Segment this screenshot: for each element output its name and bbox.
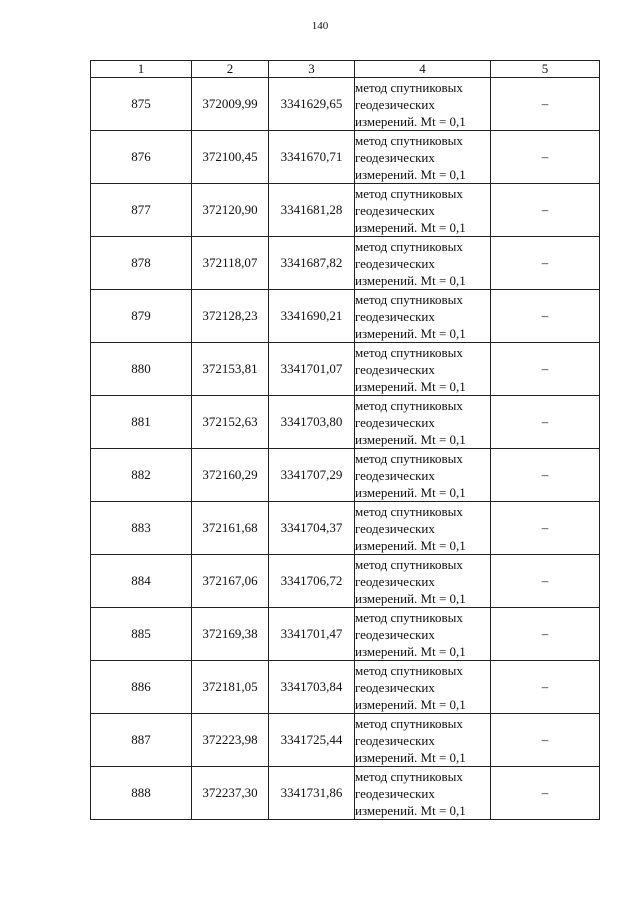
method-text-line: метод спутниковых xyxy=(355,238,463,254)
point-number-cell: 875 xyxy=(91,78,192,131)
method-text-line: метод спутниковых xyxy=(355,344,463,360)
method-text-line: метод спутниковых xyxy=(355,715,463,731)
point-number-cell: 881 xyxy=(91,396,192,449)
x-coordinate-cell: 372100,45 xyxy=(192,131,269,184)
x-coordinate-cell: 372120,90 xyxy=(192,184,269,237)
y-coordinate-cell: 3341706,72 xyxy=(269,555,355,608)
method-cell xyxy=(355,78,491,131)
method-text-line: измерений. Mt = 0,1 xyxy=(355,802,466,818)
method-text-line: измерений. Mt = 0,1 xyxy=(355,378,466,394)
note-cell: – xyxy=(491,661,600,714)
x-coordinate-cell: 372160,29 xyxy=(192,449,269,502)
method-text-line: геодезических xyxy=(355,626,435,642)
table-row xyxy=(91,608,600,661)
point-number-cell: 880 xyxy=(91,343,192,396)
method-text-line: геодезических xyxy=(355,308,435,324)
note-cell: – xyxy=(491,449,600,502)
y-coordinate-cell: 3341670,71 xyxy=(269,131,355,184)
method-text-line: метод спутниковых xyxy=(355,556,463,572)
table-row xyxy=(91,502,600,555)
y-coordinate-cell: 3341681,28 xyxy=(269,184,355,237)
method-text-line: геодезических xyxy=(355,732,435,748)
x-coordinate-cell: 372223,98 xyxy=(192,714,269,767)
x-coordinate-cell: 372167,06 xyxy=(192,555,269,608)
x-coordinate-cell: 372153,81 xyxy=(192,343,269,396)
method-text-line: измерений. Mt = 0,1 xyxy=(355,431,466,447)
point-number-cell: 882 xyxy=(91,449,192,502)
method-text-line: метод спутниковых xyxy=(355,450,463,466)
coordinates-table xyxy=(90,60,600,820)
note-cell: – xyxy=(491,131,600,184)
note-cell: – xyxy=(491,714,600,767)
y-coordinate-cell: 3341701,07 xyxy=(269,343,355,396)
method-text-line: метод спутниковых xyxy=(355,662,463,678)
method-text-line: метод спутниковых xyxy=(355,609,463,625)
method-text-line: измерений. Mt = 0,1 xyxy=(355,749,466,765)
note-cell: – xyxy=(491,608,600,661)
y-coordinate-cell: 3341687,82 xyxy=(269,237,355,290)
table-row xyxy=(91,767,600,820)
method-text-line: геодезических xyxy=(355,149,435,165)
point-number-cell: 877 xyxy=(91,184,192,237)
header-col-2: 2 xyxy=(192,61,269,78)
point-number-cell: 885 xyxy=(91,608,192,661)
table-row xyxy=(91,449,600,502)
method-cell xyxy=(355,237,491,290)
note-cell: – xyxy=(491,396,600,449)
table-row xyxy=(91,78,600,131)
point-number-cell: 888 xyxy=(91,767,192,820)
method-text-line: геодезических xyxy=(355,679,435,695)
method-text-line: геодезических xyxy=(355,573,435,589)
note-cell: – xyxy=(491,555,600,608)
x-coordinate-cell: 372009,99 xyxy=(192,78,269,131)
point-number-cell: 879 xyxy=(91,290,192,343)
method-cell xyxy=(355,131,491,184)
y-coordinate-cell: 3341704,37 xyxy=(269,502,355,555)
method-text-line: геодезических xyxy=(355,785,435,801)
y-coordinate-cell: 3341707,29 xyxy=(269,449,355,502)
table-row xyxy=(91,290,600,343)
x-coordinate-cell: 372128,23 xyxy=(192,290,269,343)
method-text-line: метод спутниковых xyxy=(355,79,463,95)
method-text-line: геодезических xyxy=(355,255,435,271)
method-text-line: геодезических xyxy=(355,467,435,483)
method-text-line: измерений. Mt = 0,1 xyxy=(355,325,466,341)
y-coordinate-cell: 3341725,44 xyxy=(269,714,355,767)
table-row xyxy=(91,661,600,714)
table-row xyxy=(91,714,600,767)
method-text-line: метод спутниковых xyxy=(355,397,463,413)
table-header xyxy=(91,61,600,78)
method-cell xyxy=(355,555,491,608)
table-row xyxy=(91,237,600,290)
table-row xyxy=(91,343,600,396)
table-row xyxy=(91,184,600,237)
method-cell xyxy=(355,714,491,767)
method-text-line: геодезических xyxy=(355,520,435,536)
method-text-line: геодезических xyxy=(355,414,435,430)
method-text-line: геодезических xyxy=(355,96,435,112)
point-number-cell: 887 xyxy=(91,714,192,767)
header-col-5: 5 xyxy=(491,61,600,78)
x-coordinate-cell: 372118,07 xyxy=(192,237,269,290)
y-coordinate-cell: 3341731,86 xyxy=(269,767,355,820)
method-cell xyxy=(355,184,491,237)
point-number-cell: 884 xyxy=(91,555,192,608)
table-row xyxy=(91,396,600,449)
y-coordinate-cell: 3341629,65 xyxy=(269,78,355,131)
point-number-cell: 886 xyxy=(91,661,192,714)
x-coordinate-cell: 372152,63 xyxy=(192,396,269,449)
header-col-3: 3 xyxy=(269,61,355,78)
note-cell: – xyxy=(491,184,600,237)
method-cell xyxy=(355,502,491,555)
page-number: 140 xyxy=(311,20,329,32)
method-cell xyxy=(355,290,491,343)
note-cell: – xyxy=(491,237,600,290)
note-cell: – xyxy=(491,343,600,396)
method-text-line: измерений. Mt = 0,1 xyxy=(355,696,466,712)
method-text-line: метод спутниковых xyxy=(355,291,463,307)
method-text-line: измерений. Mt = 0,1 xyxy=(355,484,466,500)
table-row xyxy=(91,555,600,608)
point-number-cell: 883 xyxy=(91,502,192,555)
method-cell xyxy=(355,608,491,661)
method-text-line: геодезических xyxy=(355,361,435,377)
note-cell: – xyxy=(491,502,600,555)
header-col-4: 4 xyxy=(355,61,491,78)
method-cell xyxy=(355,767,491,820)
x-coordinate-cell: 372161,68 xyxy=(192,502,269,555)
method-cell xyxy=(355,396,491,449)
point-number-cell: 878 xyxy=(91,237,192,290)
y-coordinate-cell: 3341703,84 xyxy=(269,661,355,714)
method-text-line: измерений. Mt = 0,1 xyxy=(355,219,466,235)
method-text-line: измерений. Mt = 0,1 xyxy=(355,590,466,606)
method-text-line: метод спутниковых xyxy=(355,503,463,519)
note-cell: – xyxy=(491,767,600,820)
method-text-line: геодезических xyxy=(355,202,435,218)
method-text-line: измерений. Mt = 0,1 xyxy=(355,272,466,288)
method-text-line: измерений. Mt = 0,1 xyxy=(355,166,466,182)
method-text-line: метод спутниковых xyxy=(355,185,463,201)
x-coordinate-cell: 372181,05 xyxy=(192,661,269,714)
note-cell: – xyxy=(491,78,600,131)
table-row xyxy=(91,131,600,184)
method-text-line: измерений. Mt = 0,1 xyxy=(355,643,466,659)
x-coordinate-cell: 372237,30 xyxy=(192,767,269,820)
header-row xyxy=(91,61,600,78)
header-col-1: 1 xyxy=(91,61,192,78)
method-cell xyxy=(355,661,491,714)
method-text-line: метод спутниковых xyxy=(355,768,463,784)
y-coordinate-cell: 3341690,21 xyxy=(269,290,355,343)
point-number-cell: 876 xyxy=(91,131,192,184)
method-text-line: измерений. Mt = 0,1 xyxy=(355,113,466,129)
table-body xyxy=(91,78,600,820)
y-coordinate-cell: 3341703,80 xyxy=(269,396,355,449)
y-coordinate-cell: 3341701,47 xyxy=(269,608,355,661)
method-text-line: измерений. Mt = 0,1 xyxy=(355,537,466,553)
method-cell xyxy=(355,449,491,502)
method-text-line: метод спутниковых xyxy=(355,132,463,148)
x-coordinate-cell: 372169,38 xyxy=(192,608,269,661)
note-cell: – xyxy=(491,290,600,343)
method-cell xyxy=(355,343,491,396)
